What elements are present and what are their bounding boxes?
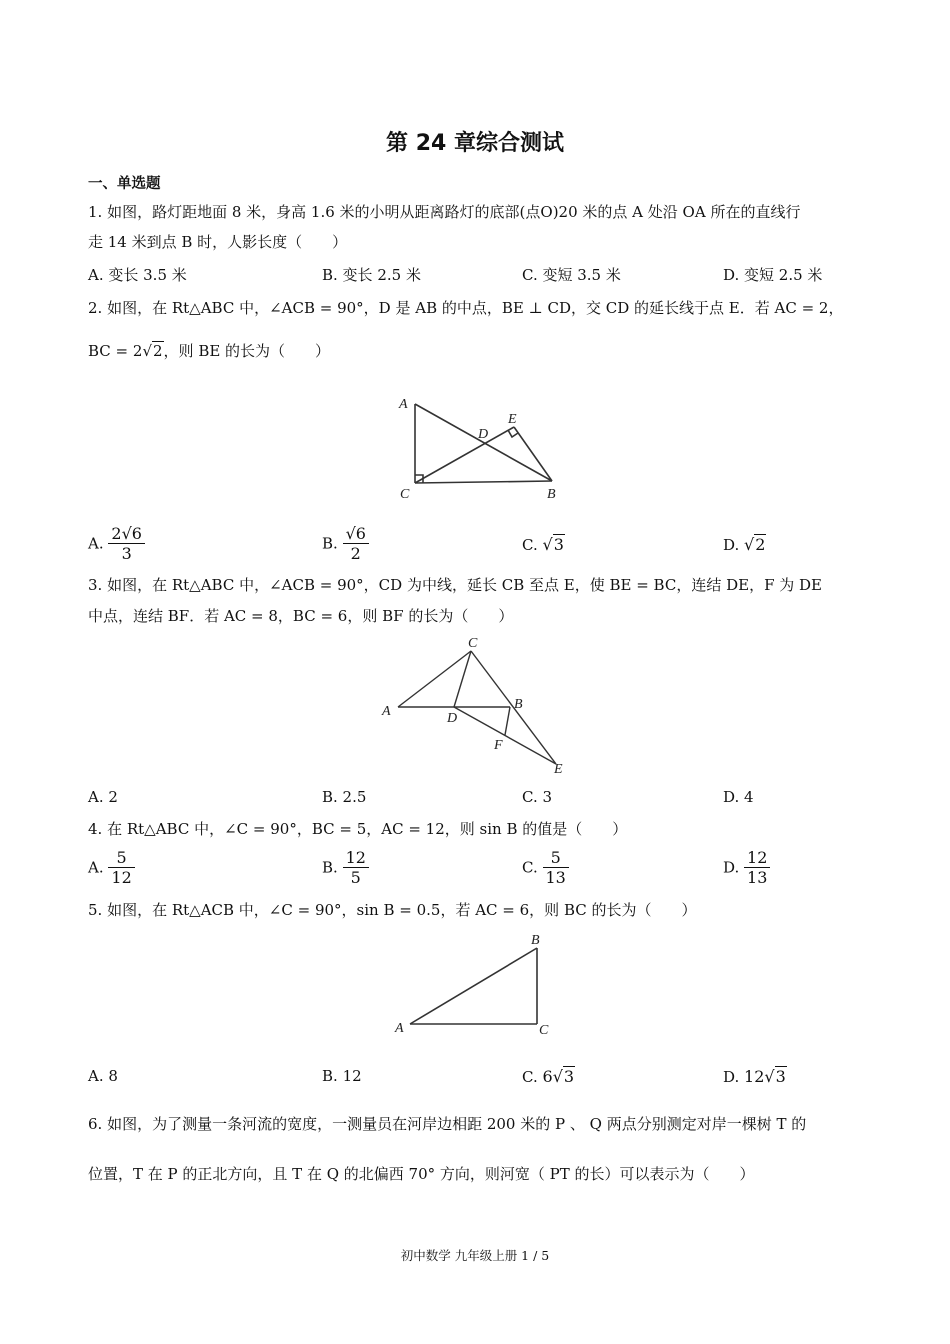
q2-option-c-letter: C. bbox=[522, 536, 538, 554]
q2-segment-ce bbox=[415, 427, 514, 483]
q1-option-b: B. 变长 2.5 米 bbox=[322, 266, 421, 284]
q5-figure bbox=[388, 928, 563, 1040]
q2-option-b-fraction bbox=[343, 524, 369, 563]
q3-label-d: D bbox=[447, 711, 458, 726]
q3-segment-bf bbox=[505, 707, 510, 735]
sqrt-symbol: √ bbox=[542, 535, 553, 554]
page-title: 第 24 章综合测试 bbox=[386, 131, 564, 156]
q4-option-c-denominator: 13 bbox=[545, 868, 566, 887]
q2-option-a-denominator: 3 bbox=[121, 544, 132, 563]
q1-option-d: D. 变短 2.5 米 bbox=[723, 266, 823, 284]
q2-option-b-letter: B. bbox=[322, 534, 338, 553]
q1-option-a: A. 变长 3.5 米 bbox=[88, 266, 187, 284]
q4-option-d-fraction bbox=[744, 848, 770, 887]
q2-line1: 2. 如图，在 Rt△ABC 中，∠ACB = 90°，D 是 AB 的中点，BE ⊥ CD，交 CD 的延长线于点 E．若 AC = 2， bbox=[88, 299, 844, 317]
q4-option-c bbox=[522, 848, 569, 887]
q2-option-a bbox=[88, 524, 145, 563]
q5-option-d-value: 12 bbox=[744, 1067, 765, 1086]
q3-label-e: E bbox=[554, 762, 563, 777]
q3-option-a: A. 2 bbox=[88, 788, 118, 806]
sqrt-symbol: √ bbox=[744, 535, 755, 554]
q2-line2-pre: BC = 2 bbox=[88, 342, 143, 360]
q3-label-c: C bbox=[468, 636, 478, 651]
q2-option-a-numerator: 2√6 bbox=[108, 524, 145, 544]
q4-option-a-numerator: 5 bbox=[108, 848, 134, 868]
q5-option-a bbox=[88, 1067, 118, 1085]
q2-label-d: D bbox=[478, 427, 489, 442]
q2-segment-cb bbox=[415, 481, 552, 483]
q4-option-b-fraction bbox=[343, 848, 369, 887]
q4-option-d-letter: D. bbox=[723, 858, 740, 877]
q2-option-d bbox=[723, 535, 766, 554]
q5-option-c-radicand: 3 bbox=[563, 1067, 575, 1086]
q5-option-d bbox=[723, 1067, 787, 1086]
q2-option-b-numerator: √6 bbox=[343, 524, 369, 544]
q4-option-b-numerator: 12 bbox=[343, 848, 369, 868]
q4-option-a-denominator: 12 bbox=[111, 868, 132, 887]
q5-line1: 5. 如图，在 Rt△ACB 中，∠C = 90°，sin B = 0.5，若 AC = 6，则 BC 的长为（ ） bbox=[88, 901, 697, 919]
q4-option-d bbox=[723, 848, 770, 887]
q2-segment-eb bbox=[514, 427, 552, 481]
q5-label-c: C bbox=[539, 1023, 549, 1038]
q5-option-b-value: 12 bbox=[342, 1067, 362, 1085]
q2-line2-post: ，则 BE 的长为（ ） bbox=[163, 342, 331, 360]
q2-option-a-fraction bbox=[108, 524, 145, 563]
q4-line1: 4. 在 Rt△ABC 中，∠C = 90°，BC = 5，AC = 12，则 sin B 的值是（ ） bbox=[88, 820, 628, 838]
q3-segment-cd bbox=[454, 651, 471, 707]
q4-option-b-denominator: 5 bbox=[350, 868, 361, 887]
q4-option-b bbox=[322, 848, 369, 887]
q1-line2: 走 14 米到点 B 时，人影长度（ ） bbox=[88, 233, 348, 251]
q2-option-c bbox=[522, 535, 565, 554]
q5-option-a-letter: A. bbox=[88, 1067, 104, 1085]
q3-segment-ac bbox=[398, 651, 471, 707]
q5-option-b bbox=[322, 1067, 362, 1085]
q5-option-b-letter: B. bbox=[322, 1067, 338, 1085]
q2-option-d-radicand: 2 bbox=[755, 535, 766, 554]
q4-option-a-fraction bbox=[108, 848, 134, 887]
sqrt-symbol: √ bbox=[764, 1067, 775, 1086]
q2-option-c-radicand: 3 bbox=[553, 535, 564, 554]
q5-segment-ab bbox=[410, 948, 537, 1024]
q2-option-b-denominator: 2 bbox=[350, 544, 361, 563]
q3-line1: 3. 如图，在 Rt△ABC 中，∠ACB = 90°，CD 为中线，延长 CB 至点 E，使 BE = BC，连结 DE，F 为 DE bbox=[88, 576, 822, 594]
q2-option-d-letter: D. bbox=[723, 536, 740, 554]
q4-option-a-letter: A. bbox=[88, 858, 104, 877]
q3-label-b: B bbox=[514, 697, 523, 712]
q4-option-a bbox=[88, 848, 135, 887]
q3-label-a: A bbox=[382, 704, 391, 719]
q4-option-b-letter: B. bbox=[322, 858, 338, 877]
q2-option-b bbox=[322, 524, 369, 563]
q5-option-d-radicand: 3 bbox=[775, 1067, 786, 1086]
q4-option-c-fraction bbox=[543, 848, 569, 887]
sqrt-symbol: √ bbox=[552, 1067, 563, 1086]
q2-label-b: B bbox=[547, 487, 556, 502]
page-footer: 初中数学 九年级上册 1 / 5 bbox=[400, 1248, 550, 1263]
q4-option-d-denominator: 13 bbox=[747, 868, 768, 887]
q3-label-f: F bbox=[494, 738, 503, 753]
section-heading: 一、单选题 bbox=[88, 176, 161, 192]
q3-option-c: C. 3 bbox=[522, 788, 553, 806]
q3-option-b: B. 2.5 bbox=[322, 788, 367, 806]
q2-label-e: E bbox=[508, 412, 517, 427]
q2-label-c: C bbox=[400, 487, 410, 502]
q5-label-a: A bbox=[395, 1021, 404, 1036]
q2-option-a-letter: A. bbox=[88, 534, 104, 553]
q1-option-c: C. 变短 3.5 米 bbox=[522, 266, 621, 284]
q2-segment-ab bbox=[415, 404, 552, 481]
q2-line2 bbox=[88, 340, 330, 362]
q3-option-d: D. 4 bbox=[723, 788, 754, 806]
q3-line2: 中点，连结 BF．若 AC = 8，BC = 6，则 BF 的长为（ ） bbox=[88, 607, 514, 625]
q5-option-c bbox=[522, 1067, 575, 1086]
q6-line1: 6. 如图，为了测量一条河流的宽度，一测量员在河岸边相距 200 米的 P 、 Q 两点分别测定对岸一棵树 T 的 bbox=[88, 1115, 807, 1133]
q3-figure bbox=[378, 636, 578, 781]
q1-line1: 1. 如图，路灯距地面 8 米，身高 1.6 米的小明从距离路灯的底部(点O)20 米的点 A 处沿 OA 所在的直线行 bbox=[88, 203, 801, 221]
q5-option-c-value: 6 bbox=[542, 1067, 553, 1086]
q5-option-a-value: 8 bbox=[108, 1067, 118, 1085]
q2-line2-radicand: 2 bbox=[153, 342, 163, 360]
q3-segment-de bbox=[454, 707, 556, 764]
q5-option-c-letter: C. bbox=[522, 1068, 538, 1086]
q2-figure bbox=[390, 390, 570, 505]
q4-option-c-numerator: 5 bbox=[543, 848, 569, 868]
q4-option-d-numerator: 12 bbox=[744, 848, 770, 868]
q6-line2: 位置，T 在 P 的正北方向，且 T 在 Q 的北偏西 70° 方向，则河宽（ PT 的长）可以表示为（ ） bbox=[88, 1165, 755, 1183]
q2-label-a: A bbox=[399, 397, 408, 412]
q4-option-c-letter: C. bbox=[522, 858, 538, 877]
q5-label-b: B bbox=[531, 933, 540, 948]
sqrt-symbol: √ bbox=[142, 342, 152, 360]
q5-option-d-letter: D. bbox=[723, 1068, 740, 1086]
